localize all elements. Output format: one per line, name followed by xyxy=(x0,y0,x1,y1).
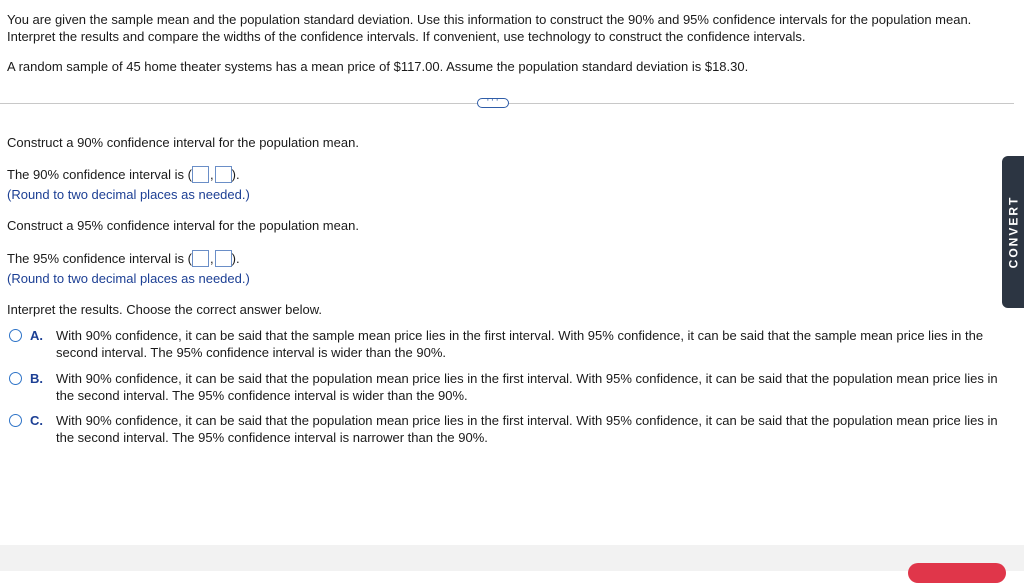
option-b-letter: B. xyxy=(30,371,43,386)
footer-action-button[interactable] xyxy=(908,563,1006,583)
ellipsis-icon: ··· xyxy=(486,94,500,106)
option-b-text: With 90% confidence, it can be said that the population mean price lies in the first interval. With 95% confidence, it can be said that the population mean price lies in the second interval. The 95% confidence interval is wider than the 90%. xyxy=(56,371,998,403)
convert-tab[interactable] xyxy=(1002,156,1024,308)
footer-bar xyxy=(0,545,1024,571)
q95-close: ). xyxy=(231,251,240,266)
q95-prompt: Construct a 95% confidence interval for the population mean. xyxy=(7,218,359,233)
q90-close: ). xyxy=(231,167,240,182)
option-a-letter: A. xyxy=(30,328,43,343)
q95-lower-input[interactable] xyxy=(192,250,209,267)
q95-answer-prefix: The 95% confidence interval is ( xyxy=(7,251,192,266)
problem-statement xyxy=(7,11,992,75)
option-a-radio[interactable] xyxy=(9,329,22,342)
option-b[interactable] xyxy=(9,370,999,404)
q90-prompt: Construct a 90% confidence interval for the population mean. xyxy=(7,135,359,150)
problem-intro: You are given the sample mean and the population standard deviation. Use this information to construct the 90% and 95% confidence intervals for the population mean. Interpret the results and compare the widths of the confidence intervals. If convenient, use technology to construct the confidence intervals. xyxy=(7,12,972,44)
option-c[interactable] xyxy=(9,412,999,446)
q95-round-hint: (Round to two decimal places as needed.) xyxy=(7,271,250,286)
q95-answer-line xyxy=(7,250,240,267)
q90-upper-input[interactable] xyxy=(215,166,232,183)
option-c-radio[interactable] xyxy=(9,414,22,427)
q90-answer-prefix: The 90% confidence interval is ( xyxy=(7,167,192,182)
convert-tab-label: CONVERT xyxy=(1006,195,1021,269)
show-more-button[interactable] xyxy=(477,94,509,108)
option-a-text: With 90% confidence, it can be said that the sample mean price lies in the first interval. With 95% confidence, it can be said that the sample mean price lies in the second interval. The 95% confidence interval is wider than the 90%. xyxy=(56,328,984,360)
interpret-prompt: Interpret the results. Choose the correct answer below. xyxy=(7,302,323,317)
q90-comma: , xyxy=(209,167,214,182)
option-c-letter: C. xyxy=(30,413,43,428)
q90-answer-line xyxy=(7,166,240,183)
q95-comma: , xyxy=(209,251,214,266)
q95-upper-input[interactable] xyxy=(215,250,232,267)
q90-round-hint: (Round to two decimal places as needed.) xyxy=(7,187,250,202)
problem-data: A random sample of 45 home theater systems has a mean price of $117.00. Assume the population standard deviation is $18.30. xyxy=(7,59,749,74)
option-a[interactable] xyxy=(9,327,999,361)
option-b-radio[interactable] xyxy=(9,372,22,385)
q90-lower-input[interactable] xyxy=(192,166,209,183)
option-c-text: With 90% confidence, it can be said that the population mean price lies in the first interval. With 95% confidence, it can be said that the population mean price lies in the second interval. The 95% confidence interval is narrower than the 90%. xyxy=(56,413,998,445)
